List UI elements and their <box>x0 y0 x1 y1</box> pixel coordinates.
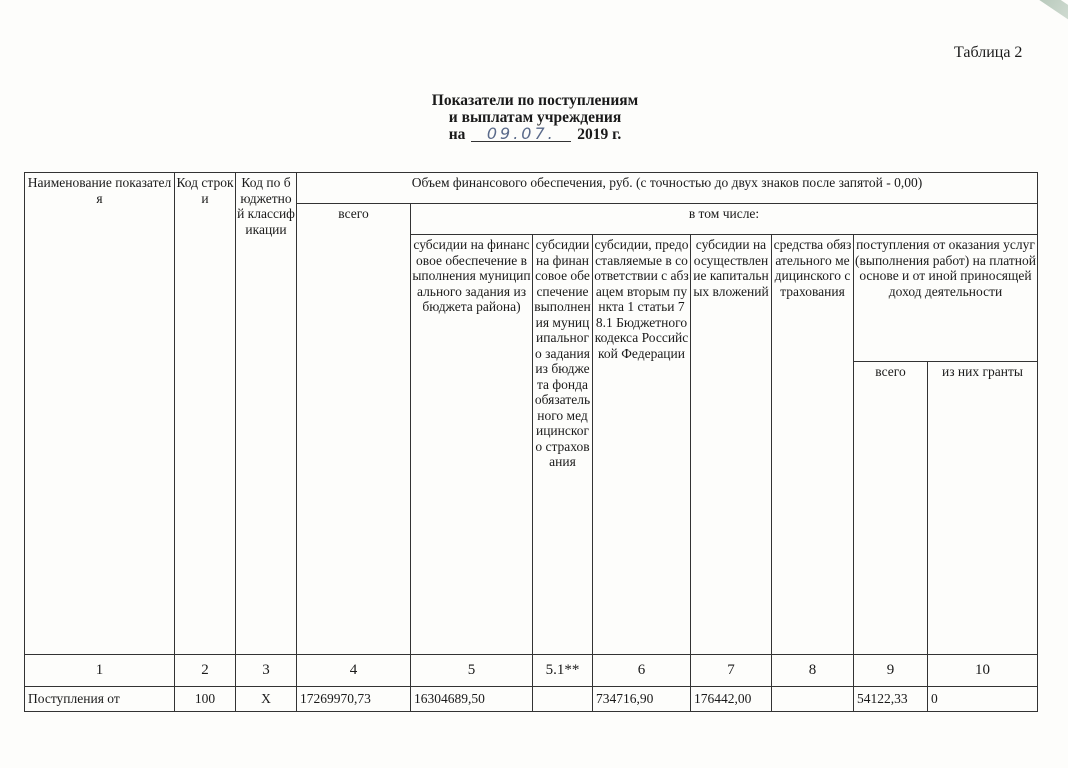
header-code-row: Код строки <box>175 173 236 655</box>
header-paid-grants: из них гранты <box>928 362 1038 655</box>
column-number: 7 <box>691 655 772 687</box>
column-number: 9 <box>854 655 928 687</box>
header-budget-code: Код по бюджетной классификации <box>236 173 297 655</box>
date-prefix: на <box>448 126 466 143</box>
table-number-label: Таблица 2 <box>954 44 1023 61</box>
pencil-mark <box>1026 0 1068 23</box>
handwritten-date: 09.07. <box>471 126 571 142</box>
header-including: в том числе: <box>411 204 1038 235</box>
date-suffix: 2019 г. <box>577 126 622 143</box>
table-row <box>25 687 1038 712</box>
column-number: 6 <box>593 655 691 687</box>
page-title <box>340 92 730 143</box>
header-name: Наименование показателя <box>25 173 175 655</box>
row-code: 100 <box>175 687 236 712</box>
row-budget-code: X <box>236 687 297 712</box>
row-name: Поступления от <box>25 687 175 712</box>
header-paid-total: всего <box>854 362 928 655</box>
column-number: 5 <box>411 655 533 687</box>
header-sub-784: субсидии, предоставляемые в соответствии с абзацем вторым пункта 1 статьи 78.1 Бюджетного кодекса Российской Федерации <box>593 235 691 655</box>
header-sub-municipal: субсидии на финансовое обеспечение выполнения муниципального задания из бюджета района) <box>411 235 533 655</box>
row-omc <box>772 687 854 712</box>
row-total: 17269970,73 <box>297 687 411 712</box>
row-municipal: 16304689,50 <box>411 687 533 712</box>
column-number: 3 <box>236 655 297 687</box>
header-paid-services: поступления от оказания услуг (выполнения работ) на платной основе и от иной приносящей доход деятельности <box>854 235 1038 362</box>
header-total: всего <box>297 204 411 655</box>
column-number: 4 <box>297 655 411 687</box>
row-sub-784: 734716,90 <box>593 687 691 712</box>
column-number: 10 <box>928 655 1038 687</box>
column-number: 8 <box>772 655 854 687</box>
row-paid-total: 54122,33 <box>854 687 928 712</box>
title-date-line <box>340 126 730 143</box>
header-sub-capital: субсидии на осуществление капитальных вложений <box>691 235 772 655</box>
finance-table <box>24 172 1038 712</box>
column-number: 1 <box>25 655 175 687</box>
header-finance: Объем финансового обеспечения, руб. (с точностью до двух знаков после запятой - 0,00) <box>297 173 1038 204</box>
title-line-2: и выплатам учреждения <box>448 109 622 126</box>
title-line-1: Показатели по поступлениям <box>431 92 639 109</box>
column-number: 2 <box>175 655 236 687</box>
column-number: 5.1** <box>533 655 593 687</box>
header-omc-funds: средства обязательного медицинского страхования <box>772 235 854 655</box>
column-number-row <box>25 655 1038 687</box>
row-omc-subsidy <box>533 687 593 712</box>
row-grants: 0 <box>928 687 1038 712</box>
row-capital: 176442,00 <box>691 687 772 712</box>
header-sub-omc: субсидии на финансовое обеспечение выполнения муниципального задания из бюджета фонда обязательного медицинского страхования <box>533 235 593 655</box>
